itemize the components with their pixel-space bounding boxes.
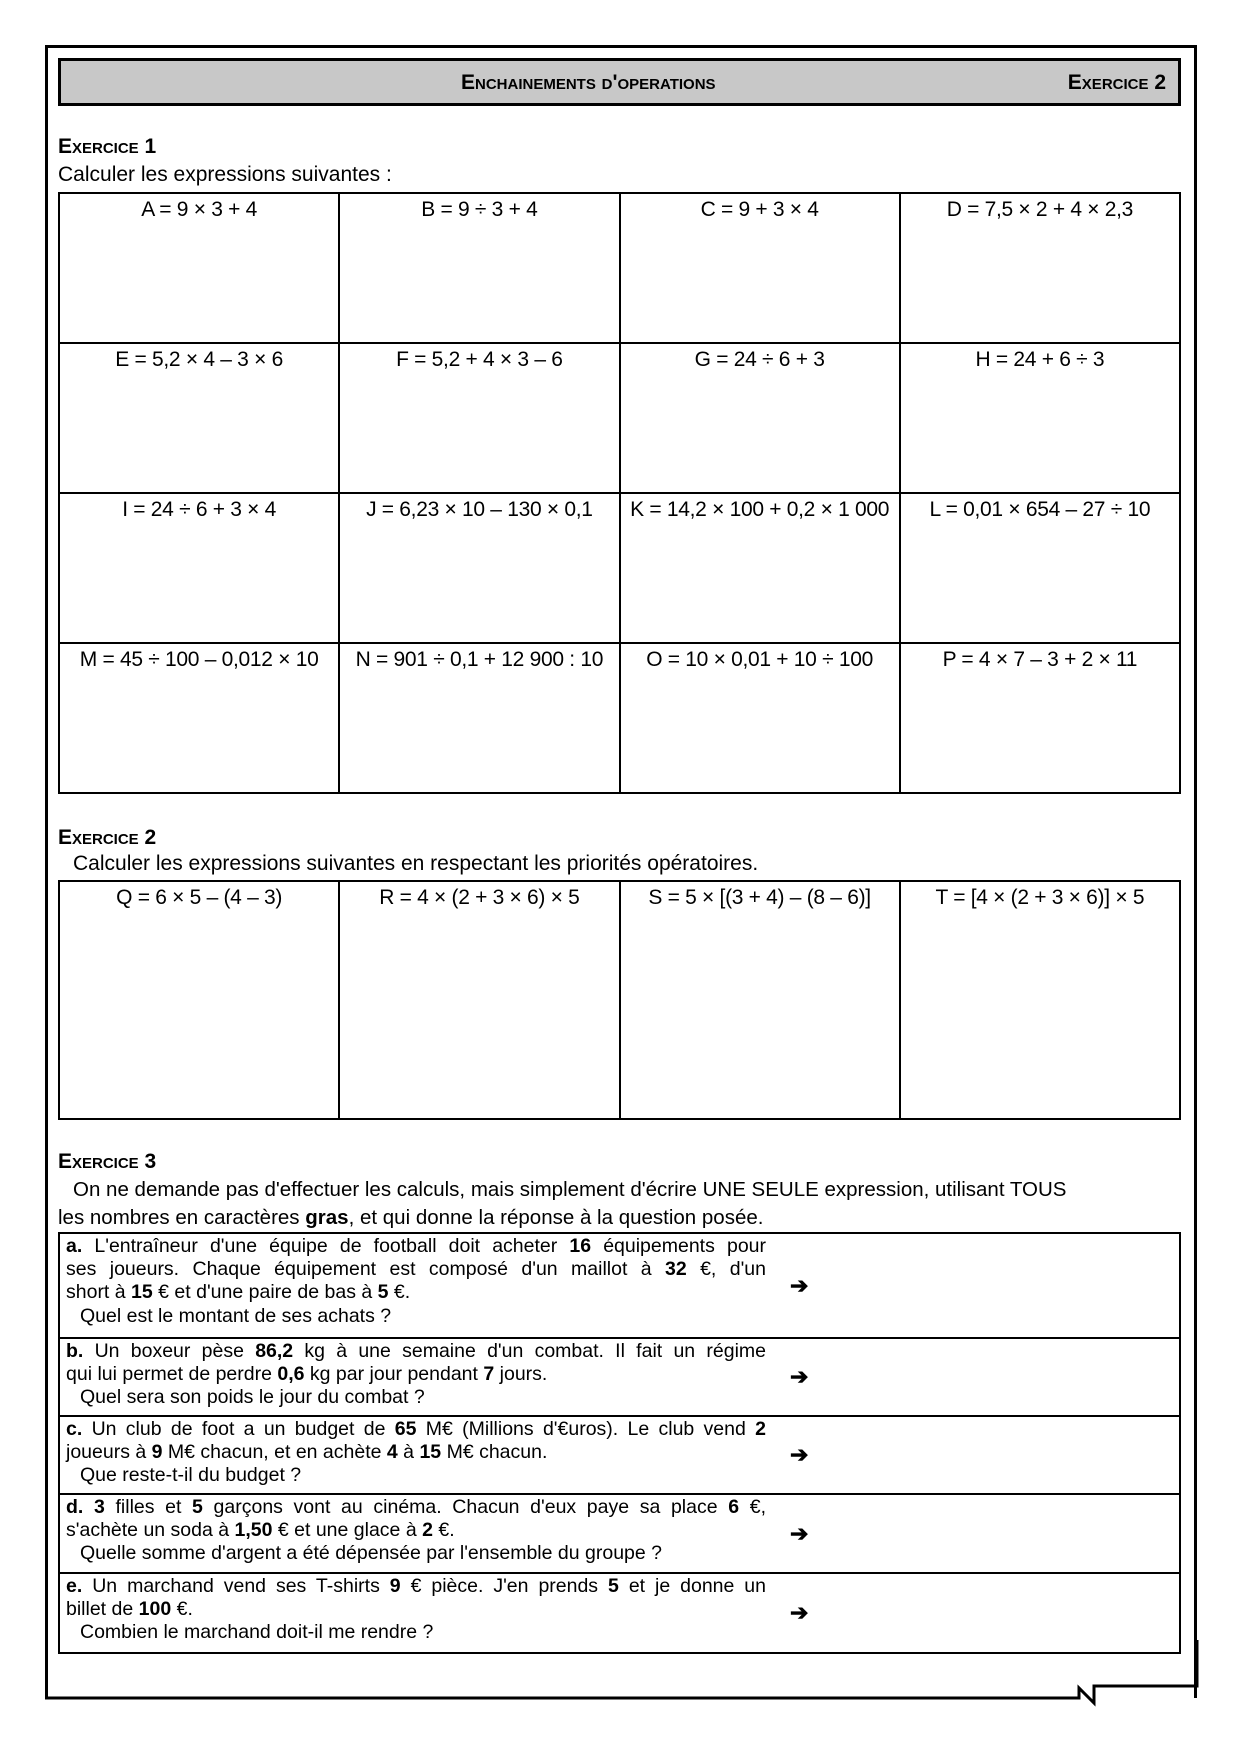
expression-cell[interactable]: Q = 6 × 5 – (4 – 3) (59, 881, 339, 1119)
header-exercise-label: Exercice 2 (1067, 71, 1166, 94)
arrow-right-icon: ➔ (790, 1442, 809, 1467)
exercise-3-instruction-line-1: On ne demande pas d'effectuer les calculs, mais simplement d'écrire UNE SEULE expression, utilisant TOUS (73, 1178, 1067, 1201)
text-segment: Un club de foot a un budget de (82, 1418, 395, 1440)
expression-cell[interactable]: E = 5,2 × 4 – 3 × 6 (59, 343, 339, 493)
bold-number: 86,2 (255, 1340, 294, 1362)
expression-cell[interactable]: F = 5,2 + 4 × 3 – 6 (339, 343, 619, 493)
text-segment (83, 1496, 94, 1518)
bold-number: c. (66, 1418, 83, 1440)
text-segment: M€ (Millions d'€uros). Le club vend (416, 1418, 756, 1440)
problem-text (66, 1575, 766, 1645)
exercise-1-title: Exercice 1 (58, 135, 157, 158)
table-row (59, 493, 1180, 643)
expression-cell[interactable]: K = 14,2 × 100 + 0,2 × 1 000 (620, 493, 900, 643)
expression-cell[interactable]: I = 24 ÷ 6 + 3 × 4 (59, 493, 339, 643)
problem-line (66, 1519, 766, 1542)
bold-number: e. (66, 1575, 83, 1597)
table-row (59, 343, 1180, 493)
problem-line (66, 1281, 766, 1304)
problem-row (60, 1417, 1179, 1495)
arrow-right-icon: ➔ (790, 1272, 809, 1298)
bold-number: 16 (569, 1235, 592, 1257)
bold-number: b. (66, 1340, 84, 1362)
text-segment: à (397, 1441, 420, 1464)
bold-number: 9 (389, 1575, 401, 1597)
problem-row (60, 1574, 1179, 1652)
bold-number: 4 (386, 1441, 398, 1464)
bold-number: 15 (131, 1281, 153, 1304)
bold-number: 32 (665, 1258, 687, 1281)
bold-number: 5 (377, 1281, 389, 1304)
answer-area[interactable] (820, 1495, 1179, 1572)
bold-number: 5 (192, 1496, 203, 1518)
problem-line (66, 1575, 766, 1598)
bold-number: 5 (608, 1575, 619, 1597)
text-segment: Quelle somme d'argent a été dépensée par l'ensemble du groupe ? (80, 1542, 662, 1565)
bold-number: 1,50 (234, 1519, 273, 1542)
exercise-3-instruction-line-2 (58, 1206, 763, 1230)
problem-line (66, 1496, 766, 1519)
text-segment: ses joueurs. Chaque équipement est composé d'un maillot à (66, 1258, 665, 1281)
table-row (59, 193, 1180, 343)
expression-cell[interactable]: J = 6,23 × 10 – 130 × 0,1 (339, 493, 619, 643)
header-title: Enchainements d'operations (461, 71, 716, 94)
text-segment: Combien le marchand doit-il me rendre ? (80, 1621, 434, 1644)
problem-row (60, 1339, 1179, 1417)
text-segment: Quel est le montant de ses achats ? (80, 1304, 392, 1327)
expression-cell[interactable]: C = 9 + 3 × 4 (620, 193, 900, 343)
text-segment: € pièce. J'en prends (400, 1575, 609, 1597)
problem-line (66, 1598, 766, 1621)
text-segment: M€ chacun. (441, 1441, 548, 1464)
problem-line (66, 1418, 766, 1441)
text-segment: équipements pour (591, 1235, 766, 1257)
exercise-1-instruction: Calculer les expressions suivantes : (58, 163, 392, 186)
expression-cell[interactable]: H = 24 + 6 ÷ 3 (900, 343, 1180, 493)
text-segment: et je donne un (618, 1575, 767, 1597)
text-segment: kg par jour pendant (304, 1363, 484, 1386)
text-segment: Un boxeur pèse (83, 1340, 256, 1362)
bold-number: a. (66, 1235, 83, 1257)
bold-number: gras (305, 1206, 349, 1229)
expression-cell[interactable]: R = 4 × (2 + 3 × 6) × 5 (339, 881, 619, 1119)
answer-area[interactable] (820, 1417, 1179, 1493)
problem-question (66, 1386, 766, 1409)
expression-cell[interactable]: B = 9 ÷ 3 + 4 (339, 193, 619, 343)
bold-number: 100 (138, 1598, 172, 1621)
exercise-2-table (58, 880, 1181, 1120)
bold-number: 2 (755, 1418, 767, 1440)
problem-line (66, 1258, 766, 1281)
expression-cell[interactable]: N = 901 ÷ 0,1 + 12 900 : 10 (339, 643, 619, 793)
problem-row (60, 1234, 1179, 1339)
expression-cell[interactable]: L = 0,01 × 654 – 27 ÷ 10 (900, 493, 1180, 643)
text-segment: qui lui permet de perdre (66, 1363, 278, 1386)
problem-question (66, 1542, 766, 1565)
text-segment: Un marchand vend ses T-shirts (82, 1575, 390, 1597)
expression-cell[interactable]: O = 10 × 0,01 + 10 ÷ 100 (620, 643, 900, 793)
problem-line (66, 1363, 766, 1386)
table-row (59, 643, 1180, 793)
bold-number: 15 (419, 1441, 442, 1464)
problem-row (60, 1495, 1179, 1574)
problem-text (66, 1418, 766, 1488)
exercise-1-table (58, 192, 1181, 794)
answer-area[interactable] (820, 1339, 1179, 1415)
bold-number: 9 (151, 1441, 163, 1464)
text-segment: , et qui donne la réponse à la question posée. (348, 1206, 764, 1229)
text-segment: kg à une semaine d'un combat. Il fait un régime (293, 1340, 766, 1362)
text-segment: jours. (494, 1363, 548, 1386)
text-segment: filles et (104, 1496, 193, 1518)
bold-number: 2 (422, 1519, 433, 1542)
problem-line (66, 1235, 766, 1258)
answer-area[interactable] (820, 1574, 1179, 1652)
bold-number: 7 (483, 1363, 495, 1386)
bold-number: d. (66, 1496, 84, 1518)
text-segment: € et d'une paire de bas à (152, 1281, 378, 1304)
answer-area[interactable] (820, 1234, 1179, 1337)
text-segment: Que reste-t-il du budget ? (80, 1464, 302, 1487)
exercise-2-instruction: Calculer les expressions suivantes en respectant les priorités opératoires. (73, 852, 759, 875)
bold-number: 65 (394, 1418, 417, 1440)
text-segment: s'achète un soda à (66, 1519, 235, 1542)
expression-cell[interactable]: A = 9 × 3 + 4 (59, 193, 339, 343)
expression-cell[interactable]: D = 7,5 × 2 + 4 × 2,3 (900, 193, 1180, 343)
problem-text (66, 1496, 766, 1566)
exercise-3-title: Exercice 3 (58, 1150, 157, 1173)
text-segment: €, d'un (686, 1258, 766, 1281)
page-header (58, 58, 1181, 106)
arrow-right-icon: ➔ (790, 1600, 809, 1625)
text-segment: garçons vont au cinéma. Chacun d'eux paye sa place (202, 1496, 729, 1518)
text-segment: €, (739, 1496, 766, 1518)
problem-text (66, 1340, 766, 1410)
text-segment: short à (66, 1281, 132, 1304)
text-segment: M€ chacun, et en achète (162, 1441, 387, 1464)
text-segment: €. (432, 1519, 455, 1542)
bold-number: 3 (93, 1496, 105, 1518)
text-segment: billet de (66, 1598, 139, 1621)
problem-line (66, 1441, 766, 1464)
exercise-3-problems (58, 1232, 1181, 1654)
text-segment: joueurs à (66, 1441, 152, 1464)
text-segment: € et une glace à (272, 1519, 423, 1542)
text-segment: Quel sera son poids le jour du combat ? (80, 1386, 425, 1409)
text-segment: €. (171, 1598, 193, 1621)
problem-question (66, 1621, 766, 1644)
problem-line (66, 1340, 766, 1363)
expression-cell[interactable]: M = 45 ÷ 100 – 0,012 × 10 (59, 643, 339, 793)
arrow-right-icon: ➔ (790, 1364, 809, 1389)
expression-cell[interactable]: T = [4 × (2 + 3 × 6)] × 5 (900, 881, 1180, 1119)
bold-number: 0,6 (277, 1363, 305, 1386)
bold-number: 6 (728, 1496, 740, 1518)
problem-question (66, 1305, 766, 1328)
expression-cell[interactable]: S = 5 × [(3 + 4) – (8 – 6)] (620, 881, 900, 1119)
expression-cell[interactable]: P = 4 × 7 – 3 + 2 × 11 (900, 643, 1180, 793)
text-segment: L'entraîneur d'une équipe de football doit acheter (82, 1235, 570, 1257)
problem-text (66, 1235, 766, 1328)
text-segment: €. (388, 1281, 411, 1304)
problem-question (66, 1464, 766, 1487)
arrow-right-icon: ➔ (790, 1520, 809, 1546)
exercise-2-title: Exercice 2 (58, 826, 157, 849)
expression-cell[interactable]: G = 24 ÷ 6 + 3 (620, 343, 900, 493)
text-segment: les nombres en caractères (58, 1206, 306, 1229)
